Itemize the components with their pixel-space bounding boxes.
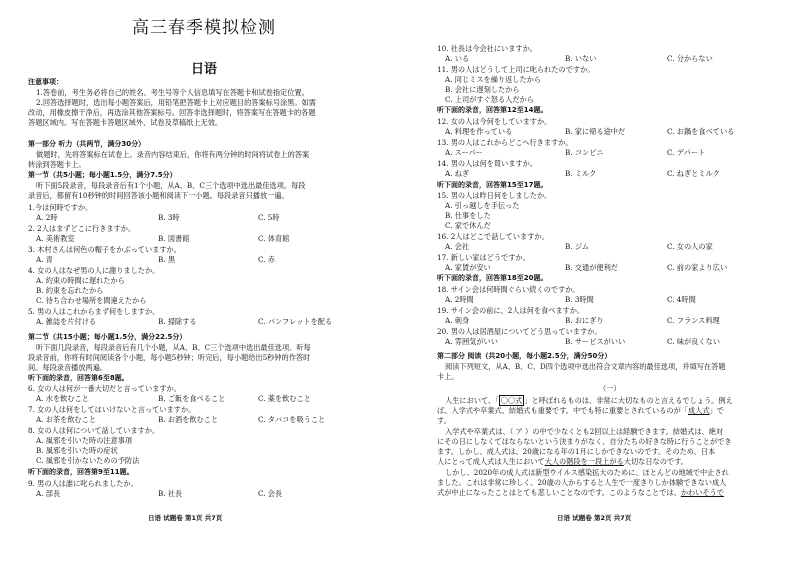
question-17: 17. 新しい家はどうですか。 bbox=[437, 253, 530, 262]
section2-desc: 听下面几段录音，每段录音后有几个小题，从A、B、C三个选项中选出最佳选项。听每 bbox=[36, 343, 311, 352]
q17-option-b[interactable]: B. 交通が便利だ bbox=[565, 263, 618, 272]
exam-title: 高三春季模拟检测 bbox=[132, 18, 276, 38]
question-1: 1.今は何時ですか。 bbox=[28, 203, 93, 212]
q4-option-b[interactable]: B. 約束を忘れたから bbox=[36, 286, 104, 295]
q8-option-a[interactable]: A. 風邪を引いた時の注意事項 bbox=[36, 436, 133, 445]
passage-line: 式が中止になったことはとても悲しいことなのです。このようなことでは、かわいそうで bbox=[437, 488, 724, 497]
q5-option-a[interactable]: A. 雑誌を片付ける bbox=[36, 317, 97, 326]
q3-option-b[interactable]: B. 黒 bbox=[158, 255, 176, 264]
q14-option-a[interactable]: A. ねぎ bbox=[445, 169, 470, 178]
question-20: 20. 男の人は居酒屋についてどう思っていますか。 bbox=[437, 327, 602, 336]
q6-option-b[interactable]: B. ご飯を食べること bbox=[158, 394, 226, 403]
listen-instruction: 听下面的录音，回答第6至8题。 bbox=[28, 374, 129, 382]
q7-option-a[interactable]: A. お茶を飲むこと bbox=[36, 415, 97, 424]
passage-line: ます。しかし、成人式は、20歳になる年の1月にしかできないのです。そのため、日本 bbox=[437, 447, 716, 456]
underlined-term: 成人式 bbox=[688, 406, 710, 415]
q10-option-b[interactable]: B. いない bbox=[565, 54, 597, 63]
q14-option-b[interactable]: B. ミルク bbox=[565, 169, 597, 178]
q9-option-b[interactable]: B. 社長 bbox=[158, 489, 183, 498]
question-2: 2. 2人はまずどこに行きますか。 bbox=[28, 224, 136, 233]
section1-desc: 听下面5段录音，每段录音后有1个小题，从A、B、C三个选项中选出最佳选项。每段 bbox=[36, 181, 306, 190]
question-7: 7. 女の人は何をしてはいけないと言っていますか。 bbox=[28, 405, 196, 414]
q16-option-b[interactable]: B. ジム bbox=[565, 242, 589, 251]
question-5: 5. 男の人はこれからまず何をしますか。 bbox=[28, 307, 160, 316]
question-19: 19. サイン会の前に、2人は何を食べますか。 bbox=[437, 306, 585, 315]
notice-line: 2.回答选择题时，选出每小题答案后，用铅笔把答题卡上对应题目的答案标号涂黑。如需 bbox=[36, 98, 316, 107]
listen-instruction: 听下面的录音，回答第18至20题。 bbox=[437, 274, 548, 282]
part1-heading: 第一部分 听力（共两节，满分30分） bbox=[28, 140, 146, 148]
part1-desc: 转涂到答题卡上。 bbox=[28, 160, 86, 169]
notice-line: 答题区域内。写在答题卡答题区域外、试卷及草稿纸上无效。 bbox=[28, 118, 223, 127]
q20-option-c[interactable]: C. 味が良くない bbox=[667, 337, 720, 346]
q6-option-c[interactable]: C. 薬を飲むこと bbox=[258, 394, 311, 403]
q4-option-c[interactable]: C. 待ち合わせ場所を間違えたから bbox=[36, 296, 147, 305]
q10-option-a[interactable]: A. いる bbox=[445, 54, 470, 63]
boxed-term: 〇〇式 bbox=[500, 396, 523, 405]
page-footer: 日语 试题卷 第1页 共7页 bbox=[148, 514, 223, 522]
section1-desc: 录音后，都留有10秒钟的时间回答该小题和阅读下一小题。每段录音只播放一遍。 bbox=[28, 191, 289, 200]
passage-line: 人にとって成人式は人生において大人の階段を一段上がる大切な日なのです。 bbox=[437, 457, 688, 466]
section2-heading: 第二节（共15小题；每小题1.5分，满分22.5分） bbox=[28, 333, 187, 341]
passage-line: ました。これは非常に珍しく、20歳の人からすると人生で一度きりしか体験できない成人 bbox=[437, 478, 727, 487]
q9-option-c[interactable]: C. 会長 bbox=[258, 489, 283, 498]
q7-option-b[interactable]: B. お酒を飲むこと bbox=[158, 415, 219, 424]
question-3: 3. 木村さんは何色の帽子をかぶっていますか。 bbox=[28, 245, 181, 254]
passage-line: ば、入学式や卒業式、結婚式も重要です。中でも特に重要とされているのが「成人式」で bbox=[437, 406, 724, 415]
passage-line: す。 bbox=[437, 416, 451, 425]
section1-heading: 第一节（共5小题；每小题1.5分，满分7.5分） bbox=[28, 171, 177, 179]
q14-option-c[interactable]: C. ねぎとミルク bbox=[667, 169, 720, 178]
question-10: 10. 社長は今会社にいますか。 bbox=[437, 44, 537, 53]
q18-option-a[interactable]: A. 2時間 bbox=[445, 295, 474, 304]
notice-line: 改动，用橡皮擦干净后，再选涂其他答案标号。回答非选择题时，将答案写在答题卡的各题 bbox=[28, 108, 316, 117]
q4-option-a[interactable]: A. 約束の時間に遅れたから bbox=[36, 276, 125, 285]
q13-option-b[interactable]: B. コンビニ bbox=[565, 148, 604, 157]
q20-option-b[interactable]: B. サービスがいい bbox=[565, 337, 626, 346]
q9-option-a[interactable]: A. 部長 bbox=[36, 489, 61, 498]
listen-instruction: 听下面的录音，回答第12至14题。 bbox=[437, 106, 548, 114]
question-18: 18. サイン会は何時間ぐらい続くのですか。 bbox=[437, 285, 580, 294]
q2-option-b[interactable]: B. 図書館 bbox=[158, 234, 190, 243]
question-4: 4. 女の人はなぜ男の人に謝りましたか。 bbox=[28, 266, 160, 275]
part2-desc: 阅读下列短文，从A、B、C、D四个选项中选出符合文章内容的最佳选项，并填写在答题 bbox=[445, 362, 726, 371]
q1-option-c[interactable]: C. 5時 bbox=[258, 213, 280, 222]
question-9: 9. 男の人は誰に叱られましたか。 bbox=[28, 479, 138, 488]
passage-line: 入学式や卒業式は、（ ア ）の中で少なくとも2回以上は経験できます。結婚式は、絶対 bbox=[445, 427, 724, 436]
q5-option-b[interactable]: B. 掃除する bbox=[158, 317, 197, 326]
q3-option-a[interactable]: A. 青 bbox=[36, 255, 53, 264]
q19-option-c[interactable]: C. フランス料理 bbox=[667, 316, 720, 325]
q13-option-a[interactable]: A. スーパー bbox=[445, 148, 483, 157]
listen-instruction: 听下面的录音，回答第9至11题。 bbox=[28, 468, 134, 476]
q8-option-b[interactable]: B. 風邪を引いた時の症状 bbox=[36, 446, 118, 455]
q17-option-a[interactable]: A. 家賃が安い bbox=[445, 263, 491, 272]
q15-option-a[interactable]: A. 引っ越しを手伝った bbox=[445, 201, 520, 210]
question-12: 12. 女の人は今何をしていますか。 bbox=[437, 117, 552, 126]
listen-instruction: 听下面的录音，回答第15至17题。 bbox=[437, 181, 548, 189]
q16-option-a[interactable]: A. 会社 bbox=[445, 242, 470, 251]
q11-option-b[interactable]: B. 会社に遅刻したから bbox=[445, 85, 520, 94]
passage-line: にその日にしなくてはならないという決まりがなく、自分たちの好きな時に行うことができ bbox=[437, 437, 732, 446]
q16-option-c[interactable]: C. 女の人の家 bbox=[667, 242, 713, 251]
q12-option-c[interactable]: C. お鍋を食べている bbox=[667, 127, 735, 136]
q19-option-a[interactable]: A. 刺身 bbox=[445, 316, 470, 325]
q13-option-c[interactable]: C. デパート bbox=[667, 148, 706, 157]
passage-line: しかし、2020年の成人式は新型ウイルス感染拡大のために、ほとんどの地域で中止され bbox=[445, 468, 729, 477]
subject-title: 日语 bbox=[190, 62, 217, 77]
q10-option-c[interactable]: C. 分からない bbox=[667, 54, 713, 63]
section2-desc: 段录音前，你将有时间阅读各个小题，每小题5秒钟；听完后，每小题给出5秒钟的作答时 bbox=[28, 353, 311, 362]
q2-option-c[interactable]: C. 体育館 bbox=[258, 234, 290, 243]
q15-option-b[interactable]: B. 仕事をした bbox=[445, 211, 491, 220]
question-15: 15. 男の人は昨日何をしましたか。 bbox=[437, 191, 552, 200]
question-14: 14. 男の人は何を買いますか。 bbox=[437, 159, 537, 168]
underlined-phrase: かわいそうで bbox=[680, 488, 724, 497]
q12-option-b[interactable]: B. 家に帰る途中だ bbox=[565, 127, 626, 136]
q6-option-a[interactable]: A. 水を飲むこと bbox=[36, 394, 89, 403]
q1-option-a[interactable]: A. 2時 bbox=[36, 213, 58, 222]
q2-option-a[interactable]: A. 美術教室 bbox=[36, 234, 75, 243]
notice-heading: 注意事项： bbox=[28, 78, 63, 86]
q18-option-c[interactable]: C. 4時間 bbox=[667, 295, 696, 304]
question-6: 6. 女の人は何が一番大切だと言っていますか。 bbox=[28, 384, 181, 393]
question-11: 11. 男の人はどうして上司に叱られたのですか。 bbox=[437, 65, 595, 74]
q3-option-c[interactable]: C. 赤 bbox=[258, 255, 275, 264]
q11-option-c[interactable]: C. 上司がすぐ怒る人だから bbox=[445, 95, 534, 104]
page-footer: 日语 试题卷 第2页 共7页 bbox=[557, 514, 632, 522]
q15-option-c[interactable]: C. 家で休んだ bbox=[445, 221, 491, 230]
part2-desc: 卡上。 bbox=[437, 372, 459, 381]
q1-option-b[interactable]: B. 3時 bbox=[158, 213, 180, 222]
passage-line: 人生において、「 〇〇式 」と呼ばれるものは、非常に大切なものと言えるでしょう。例え bbox=[445, 396, 733, 405]
q12-option-a[interactable]: A. 料理を作っている bbox=[445, 127, 513, 136]
q5-option-c[interactable]: C. パンフレットを配る bbox=[258, 317, 333, 326]
underlined-phrase: 大人の階段を一段上がる bbox=[544, 457, 624, 466]
q8-option-c[interactable]: C. 風邪を引かないための予防法 bbox=[36, 456, 140, 465]
part2-heading: 第二部分 阅读（共20小题，每小题2.5分，满分50分） bbox=[437, 352, 612, 360]
question-16: 16. 2人はどこで話していますか。 bbox=[437, 232, 549, 241]
q11-option-a[interactable]: A. 同じミスを繰り返したから bbox=[445, 75, 542, 84]
question-8: 8. 女の人は何について話していますか。 bbox=[28, 426, 160, 435]
q18-option-b[interactable]: B. 3時間 bbox=[565, 295, 594, 304]
q20-option-a[interactable]: A. 雰囲気がいい bbox=[445, 337, 498, 346]
part1-desc: 做题时，先将答案标在试卷上。录音内容结束后，你将有两分钟的时间将试卷上的答案 bbox=[36, 150, 310, 159]
section2-desc: 间。每段录音播放两遍。 bbox=[28, 363, 108, 372]
notice-line: 1.答卷前，考生务必将自己的姓名、考生号等个人信息填写在答题卡和试卷指定位置。 bbox=[36, 88, 309, 97]
passage-number: （一） bbox=[599, 384, 621, 393]
question-13: 13. 男の人はこれからどこへ行きますか。 bbox=[437, 138, 573, 147]
q17-option-c[interactable]: C. 前の家より広い bbox=[667, 263, 728, 272]
q19-option-b[interactable]: B. おにぎり bbox=[565, 316, 604, 325]
q7-option-c[interactable]: C. タバコを吸うこと bbox=[258, 415, 326, 424]
